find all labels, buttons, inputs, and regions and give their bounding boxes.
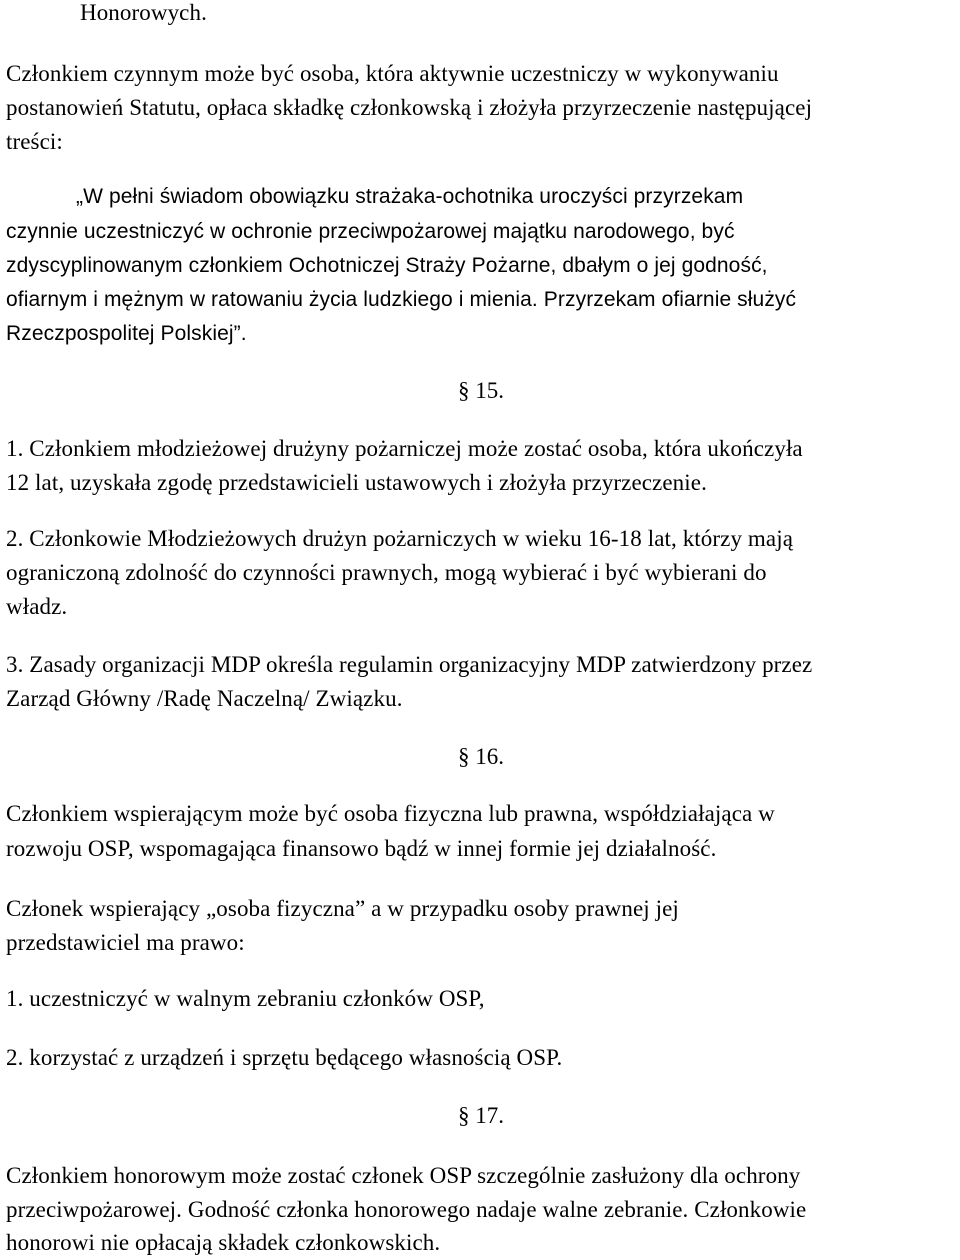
text-line: Honorowych.	[80, 0, 207, 25]
text-line: Członkiem czynnym może być osoba, która aktywnie uczestniczy w wykonywaniu	[6, 61, 779, 86]
text-line: Członek wspierający „osoba fizyczna” a w przypadku osoby prawnej jej	[6, 896, 679, 921]
text-line: władz.	[6, 594, 68, 619]
text-line: Zarząd Główny /Radę Naczelną/ Związku.	[6, 686, 403, 711]
oath-text-line: zdyscyplinowanym członkiem Ochotniczej Straży Pożarne, dbałym o jej godność,	[6, 254, 768, 277]
text-line: 3. Zasady organizacji MDP określa regulamin organizacyjny MDP zatwierdzony przez	[6, 652, 813, 677]
oath-text-line: ofiarnym i mężnym w ratowaniu życia ludzkiego i mienia. Przyrzekam ofiarnie służyć	[6, 288, 797, 311]
text-line: 1. Członkiem młodzieżowej drużyny pożarniczej może zostać osoba, która ukończyła	[6, 436, 803, 461]
oath-text-line: czynnie uczestniczyć w ochronie przeciwpożarowej majątku narodowego, być	[6, 220, 735, 243]
text-line: Członkiem honorowym może zostać członek OSP szczególnie zasłużony dla ochrony	[6, 1163, 801, 1188]
section-heading: § 17.	[458, 1103, 504, 1128]
section-heading: § 16.	[458, 744, 504, 769]
text-line: treści:	[6, 129, 63, 154]
oath-text-line: „W pełni świadom obowiązku strażaka-ochotnika uroczyści przyrzekam	[76, 185, 744, 208]
text-line: przedstawiciel ma prawo:	[6, 930, 245, 955]
text-line: ograniczoną zdolność do czynności prawnych, mogą wybierać i być wybierani do	[6, 560, 767, 585]
section-heading: § 15.	[458, 378, 504, 403]
text-line: 2. korzystać z urządzeń i sprzętu będącego własnością OSP.	[6, 1045, 563, 1070]
text-line: 1. uczestniczyć w walnym zebraniu członków OSP,	[6, 986, 485, 1011]
text-line: postanowień Statutu, opłaca składkę członkowską i złożyła przyrzeczenie następującej	[6, 95, 813, 120]
text-line: honorowi nie opłacają składek członkowskich.	[6, 1230, 441, 1255]
text-line: 2. Członkowie Młodzieżowych drużyn pożarniczych w wieku 16-18 lat, którzy mają	[6, 526, 794, 551]
text-line: Członkiem wspierającym może być osoba fizyczna lub prawna, współdziałająca w	[6, 801, 775, 826]
text-line: przeciwpożarowej. Godność członka honorowego nadaje walne zebranie. Członkowie	[6, 1197, 807, 1222]
text-line: 12 lat, uzyskała zgodę przedstawicieli ustawowych i złożyła przyrzeczenie.	[6, 470, 707, 495]
text-line: rozwoju OSP, wspomagająca finansowo bądź w innej formie jej działalność.	[6, 836, 717, 861]
oath-text-line: Rzeczpospolitej Polskiej”.	[6, 322, 247, 345]
